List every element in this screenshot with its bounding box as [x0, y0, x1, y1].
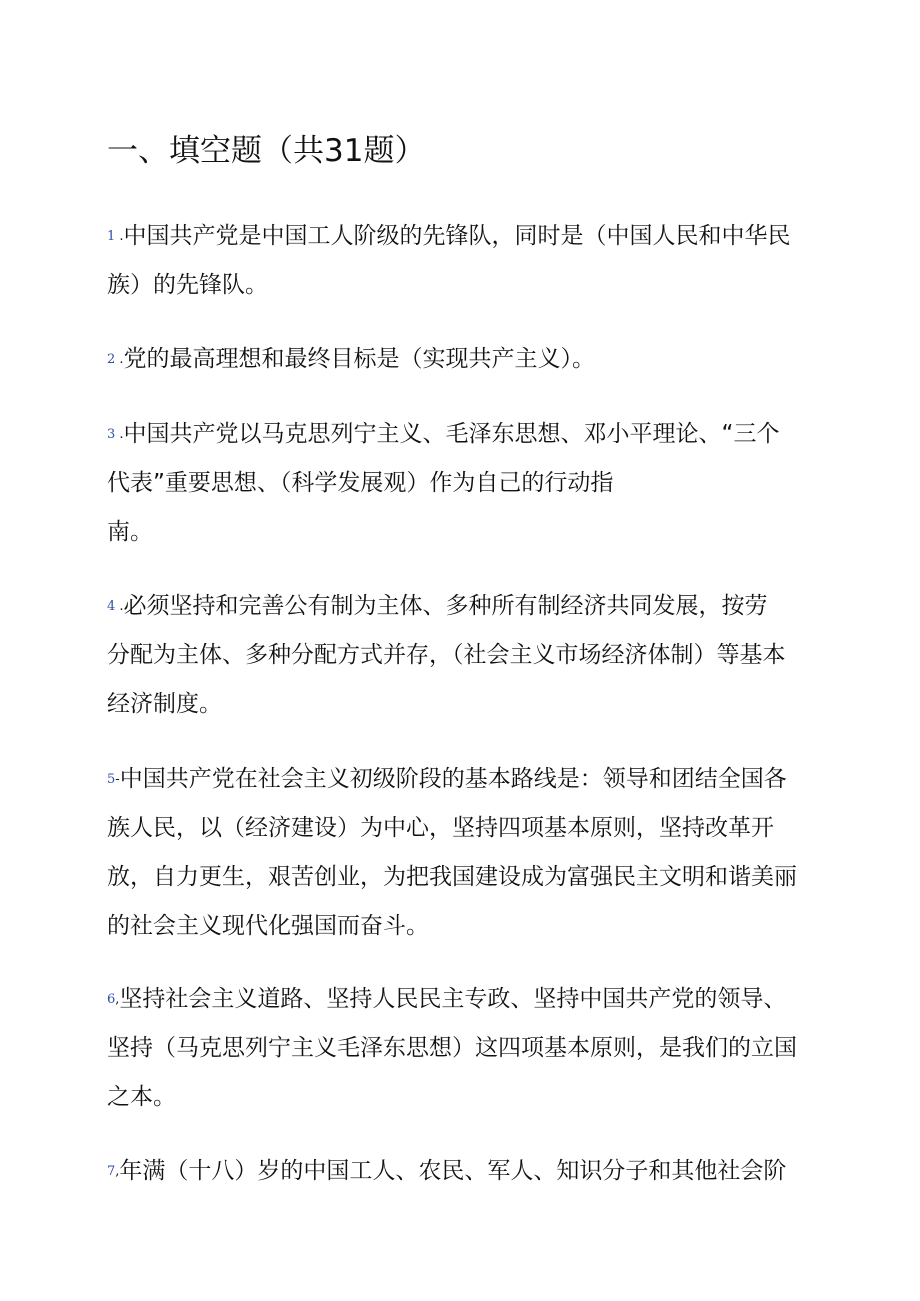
question-line: [107, 212, 807, 261]
question-number: 2: [107, 352, 116, 367]
question-line: 之本。: [107, 1084, 176, 1110]
question-number: 7: [107, 1164, 116, 1179]
question-text: 必须坚持和完善公有制为主体、多种所有制经济共同发展，按劳: [123, 593, 768, 619]
question-number-separator: -: [115, 772, 120, 787]
question-line: [107, 975, 807, 1024]
section-heading: 一、填空题（共31题）: [107, 133, 426, 169]
question-number-separator: .: [115, 352, 124, 367]
question-line: [107, 755, 807, 804]
question-7: [107, 1147, 807, 1196]
question-line: [107, 335, 807, 384]
question-2: [107, 335, 807, 384]
question-text: 中国共产党在社会主义初级阶段的基本路线是：领导和团结全国各: [119, 766, 787, 792]
question-number-separator: .: [115, 427, 124, 442]
question-number: 4: [107, 599, 116, 614]
question-text: 坚持社会主义道路、坚持人民民主专政、坚持中国共产党的领导、: [119, 986, 787, 1012]
question-number-separator: .: [115, 229, 124, 244]
question-line: 放，自力更生，艰苦创业，为把我国建设成为富强民主文明和谐美丽: [107, 864, 797, 890]
question-line: 坚持（马克思列宁主义毛泽东思想）这四项基本原则，是我们的立国: [107, 1035, 797, 1061]
question-number: 1: [107, 229, 116, 244]
question-5: [107, 755, 807, 951]
question-line: [107, 410, 807, 459]
question-line: 族）的先锋队。: [107, 272, 268, 298]
question-text: 年满（十八）岁的中国工人、农民、军人、知识分子和其他社会阶: [119, 1158, 787, 1184]
question-4: [107, 582, 807, 729]
question-number: 5: [107, 772, 116, 787]
question-number: 6: [107, 992, 116, 1007]
question-text: 党的最高理想和最终目标是（实现共产主义）。: [123, 346, 596, 372]
question-6: [107, 975, 807, 1122]
question-line: 分配为主体、多种分配方式并存，（社会主义市场经济体制）等基本: [107, 642, 786, 668]
question-3: [107, 410, 807, 557]
question-line: [107, 1147, 807, 1196]
question-line: 南。: [107, 519, 153, 545]
question-number-separator: ,: [115, 1164, 120, 1179]
question-text: 中国共产党是中国工人阶级的先锋队，同时是（中国人民和中华民: [123, 223, 791, 249]
question-number-separator: ,: [115, 992, 120, 1007]
question-line: 代表”重要思想、（科学发展观）作为自己的行动指: [107, 470, 614, 496]
question-line: 经济制度。: [107, 691, 222, 717]
question-number: 3: [107, 427, 116, 442]
question-1: [107, 212, 807, 310]
question-line: 族人民，以（经济建设）为中心，坚持四项基本原则，坚持改革开: [107, 815, 774, 841]
question-line: 的社会主义现代化强国而奋斗。: [107, 913, 429, 939]
question-line: [107, 582, 807, 631]
question-number-separator: .: [115, 599, 124, 614]
question-text: 中国共产党以马克思列宁主义、毛泽东思想、邓小平理论、“三个: [123, 421, 780, 447]
